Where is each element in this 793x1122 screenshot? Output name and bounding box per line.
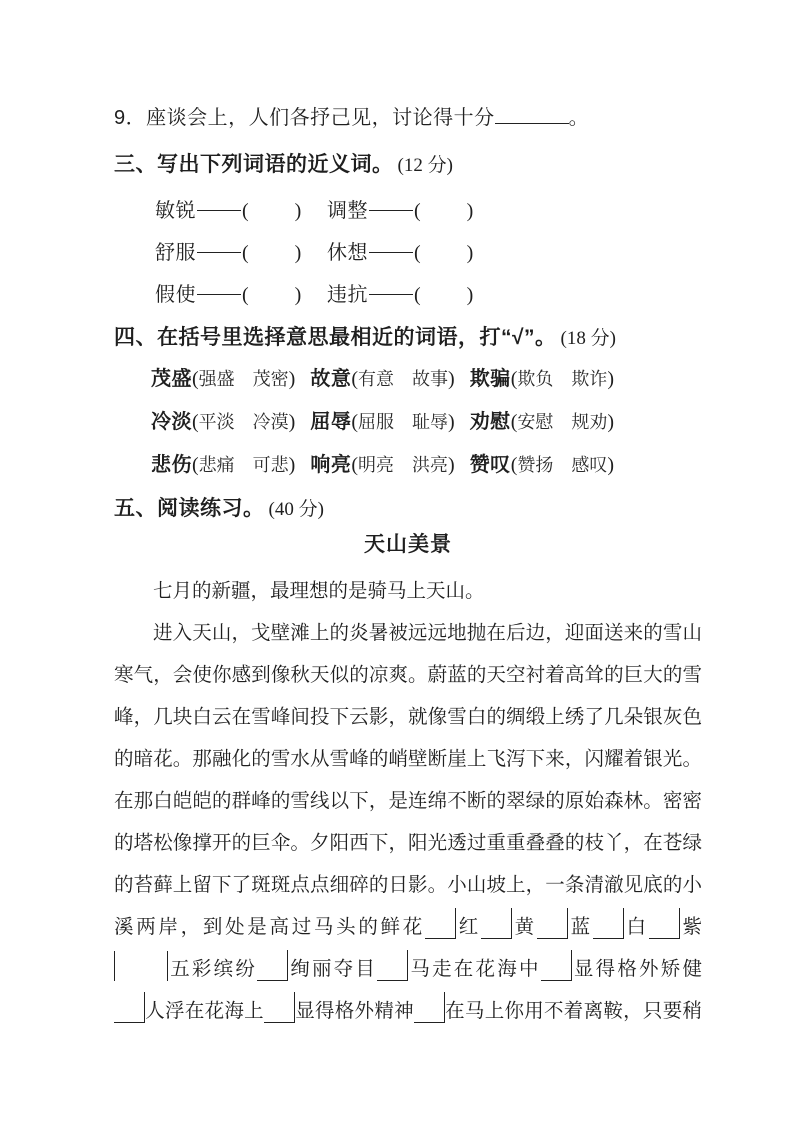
passage-line — [114, 907, 702, 949]
passage-text: 显得格外矫健 — [571, 959, 702, 980]
paren-close: ) — [607, 368, 615, 390]
passage-text: 显得格外精神 — [294, 1001, 414, 1022]
section-4-title: 四、在括号里选择意思最相近的词语，打“√”。 — [114, 326, 557, 349]
choice-word: 悲伤 — [151, 454, 192, 476]
paren-close: ) — [448, 368, 455, 390]
choice-options: 赞扬 感叹 — [517, 455, 608, 475]
synonym-row — [155, 239, 702, 267]
paren-open: ( — [192, 411, 199, 433]
synonym-row — [155, 197, 702, 225]
choice-row — [151, 408, 702, 436]
synonym-item — [327, 239, 499, 267]
punctuation-blank — [377, 950, 408, 981]
punctuation-blank — [649, 908, 680, 939]
passage-text: 的苔藓上留下了斑斑点点细碎的日影。小山坡上，一条清澈见底的小 — [114, 875, 702, 896]
passage-text: 紫 — [679, 917, 702, 938]
synonym-item — [155, 197, 327, 225]
choice-options: 欺负 欺诈 — [517, 369, 608, 389]
paren-open: ( — [414, 242, 421, 264]
dash — [197, 252, 241, 253]
question-9-text: 9．座谈会上，人们各抒己见，讨论得十分 — [114, 107, 495, 129]
punctuation-blank — [593, 908, 624, 939]
dash — [369, 210, 413, 211]
choice-word: 响亮 — [310, 454, 352, 476]
paren-close: ) — [607, 454, 615, 476]
paren-close: ) — [448, 411, 455, 433]
question-9 — [114, 103, 702, 131]
passage-text: 进入天山，戈壁滩上的炎暑被远远地抛在后边，迎面送来的雪山 — [153, 623, 702, 644]
synonym-word: 敏锐 — [155, 200, 196, 222]
paren-close: ) — [294, 284, 302, 306]
section-3-score: (12 分) — [397, 155, 453, 176]
paren-open: ( — [510, 454, 518, 476]
paren-close: ) — [288, 368, 296, 390]
paren-open: ( — [192, 454, 199, 476]
paren-close: ) — [466, 242, 474, 264]
section-3-title: 三、写出下列词语的近义词。 — [114, 153, 394, 176]
choice-group — [310, 451, 454, 479]
passage-text: 的塔松像撑开的巨伞。夕阳西下，阳光透过重重叠叠的枝丫，在苍绿 — [114, 833, 702, 854]
paren-close: ) — [294, 242, 302, 264]
synonym-word: 违抗 — [327, 284, 368, 306]
choice-options: 安慰 规劝 — [517, 412, 608, 432]
paren-open: ( — [510, 411, 518, 433]
choice-word: 故意 — [310, 368, 352, 390]
choice-group — [310, 408, 454, 436]
choice-word: 屈辱 — [310, 411, 352, 433]
passage-line — [114, 613, 702, 655]
section-5-title: 五、阅读练习。 — [114, 497, 265, 520]
paren-close: ) — [448, 454, 455, 476]
passage-line — [114, 949, 702, 991]
choice-group — [470, 451, 614, 479]
paren-open: ( — [351, 454, 359, 476]
passage-line — [114, 823, 702, 865]
choice-word: 赞叹 — [469, 454, 511, 476]
choice-word: 劝慰 — [469, 411, 511, 433]
choice-word: 欺骗 — [469, 368, 511, 390]
passage-text: 七月的新疆，最理想的是骑马上天山。 — [153, 581, 485, 602]
passage-text: 溪两岸，到处是高过马头的鲜花 — [114, 917, 425, 938]
passage-text: 绚丽夺目 — [288, 959, 378, 980]
choice-word: 冷淡 — [151, 411, 192, 433]
paren-open: ( — [192, 368, 199, 390]
dash — [369, 252, 413, 253]
passage-text: 白 — [623, 917, 649, 938]
dash — [369, 294, 413, 295]
paren-close: ) — [466, 200, 474, 222]
choice-options: 明亮 洪亮 — [358, 455, 449, 475]
paren-close: ) — [288, 411, 296, 433]
passage-text: 红 — [456, 917, 481, 938]
paren-open: ( — [510, 368, 518, 390]
passage-text: 寒气，会使你感到像秋天似的凉爽。蔚蓝的天空衬着高耸的巨大的雪 — [114, 665, 702, 686]
question-9-period: 。 — [568, 107, 590, 129]
choice-group — [151, 451, 295, 479]
passage-text: 在马上你用不着离鞍，只要稍 — [444, 1001, 702, 1022]
punctuation-blank — [264, 992, 295, 1023]
section-3-heading — [114, 150, 702, 178]
punctuation-blank — [114, 992, 145, 1023]
synonym-list — [114, 197, 702, 309]
passage-line — [114, 739, 702, 781]
choice-options: 屈服 耻辱 — [358, 412, 449, 432]
choice-list — [114, 365, 702, 479]
choice-row — [151, 451, 702, 479]
passage-line — [114, 571, 702, 613]
passage-text: 五彩缤纷 — [168, 959, 258, 980]
dash — [197, 294, 241, 295]
passage-line — [114, 697, 702, 739]
punctuation-blank — [537, 908, 568, 939]
synonym-item — [155, 239, 327, 267]
choice-word: 茂盛 — [151, 368, 192, 390]
dash — [197, 210, 241, 211]
choice-group — [310, 365, 454, 393]
paren-open: ( — [242, 200, 249, 222]
synonym-word: 假使 — [155, 284, 196, 306]
passage-line — [114, 865, 702, 907]
paren-close: ) — [288, 454, 296, 476]
passage-text: 蓝 — [567, 917, 593, 938]
synonym-word: 休想 — [327, 242, 368, 264]
choice-group — [470, 408, 614, 436]
passage-text: 峰，几块白云在雪峰间投下云影，就像雪白的绸缎上绣了几朵银灰色 — [114, 707, 702, 728]
passage-line — [114, 781, 702, 823]
section-4-heading — [114, 323, 702, 351]
passage-text: 的暗花。那融化的雪水从雪峰的峭壁断崖上飞泻下来，闪耀着银光。 — [114, 749, 702, 770]
passage-text: 马走在花海中 — [408, 959, 541, 980]
paren-open: ( — [351, 411, 359, 433]
question-9-answer-blank — [495, 103, 569, 124]
choice-group — [151, 408, 295, 436]
choice-options: 悲痛 可悲 — [198, 455, 289, 475]
passage-line — [114, 991, 702, 1033]
paren-open: ( — [351, 368, 359, 390]
paren-open: ( — [414, 284, 421, 306]
punctuation-blank — [425, 908, 456, 939]
section-5-heading — [114, 494, 702, 522]
synonym-word: 调整 — [327, 200, 368, 222]
paren-open: ( — [414, 200, 421, 222]
synonym-word: 舒服 — [155, 242, 196, 264]
passage-text: 黄 — [511, 917, 537, 938]
passage-text: 在那白皑皑的群峰的雪线以下，是连绵不断的翠绿的原始森林。密密 — [114, 791, 702, 812]
paren-close: ) — [607, 411, 615, 433]
choice-row — [151, 365, 702, 393]
passage-line — [114, 655, 702, 697]
synonym-row — [155, 281, 702, 309]
paren-open: ( — [242, 242, 249, 264]
passage-text: 人浮在花海上 — [145, 1001, 264, 1022]
section-5-score: (40 分) — [268, 499, 324, 520]
synonym-item — [327, 281, 499, 309]
synonym-item — [155, 281, 327, 309]
section-4-score: (18 分) — [560, 328, 616, 349]
choice-group — [151, 365, 295, 393]
synonym-item — [327, 197, 499, 225]
choice-options: 平淡 冷漠 — [198, 412, 289, 432]
reading-passage — [114, 571, 702, 1033]
paren-close: ) — [466, 284, 474, 306]
punctuation-blank — [257, 950, 288, 981]
paren-open: ( — [242, 284, 249, 306]
punctuation-blank — [414, 992, 445, 1023]
punctuation-blank — [541, 950, 572, 981]
choice-options: 强盛 茂密 — [198, 369, 289, 389]
punctuation-blank — [481, 908, 512, 939]
passage-title: 天山美景 — [364, 533, 452, 556]
punctuation-bar — [114, 951, 115, 981]
paren-close: ) — [294, 200, 302, 222]
choice-group — [470, 365, 614, 393]
choice-options: 有意 故事 — [358, 369, 449, 389]
